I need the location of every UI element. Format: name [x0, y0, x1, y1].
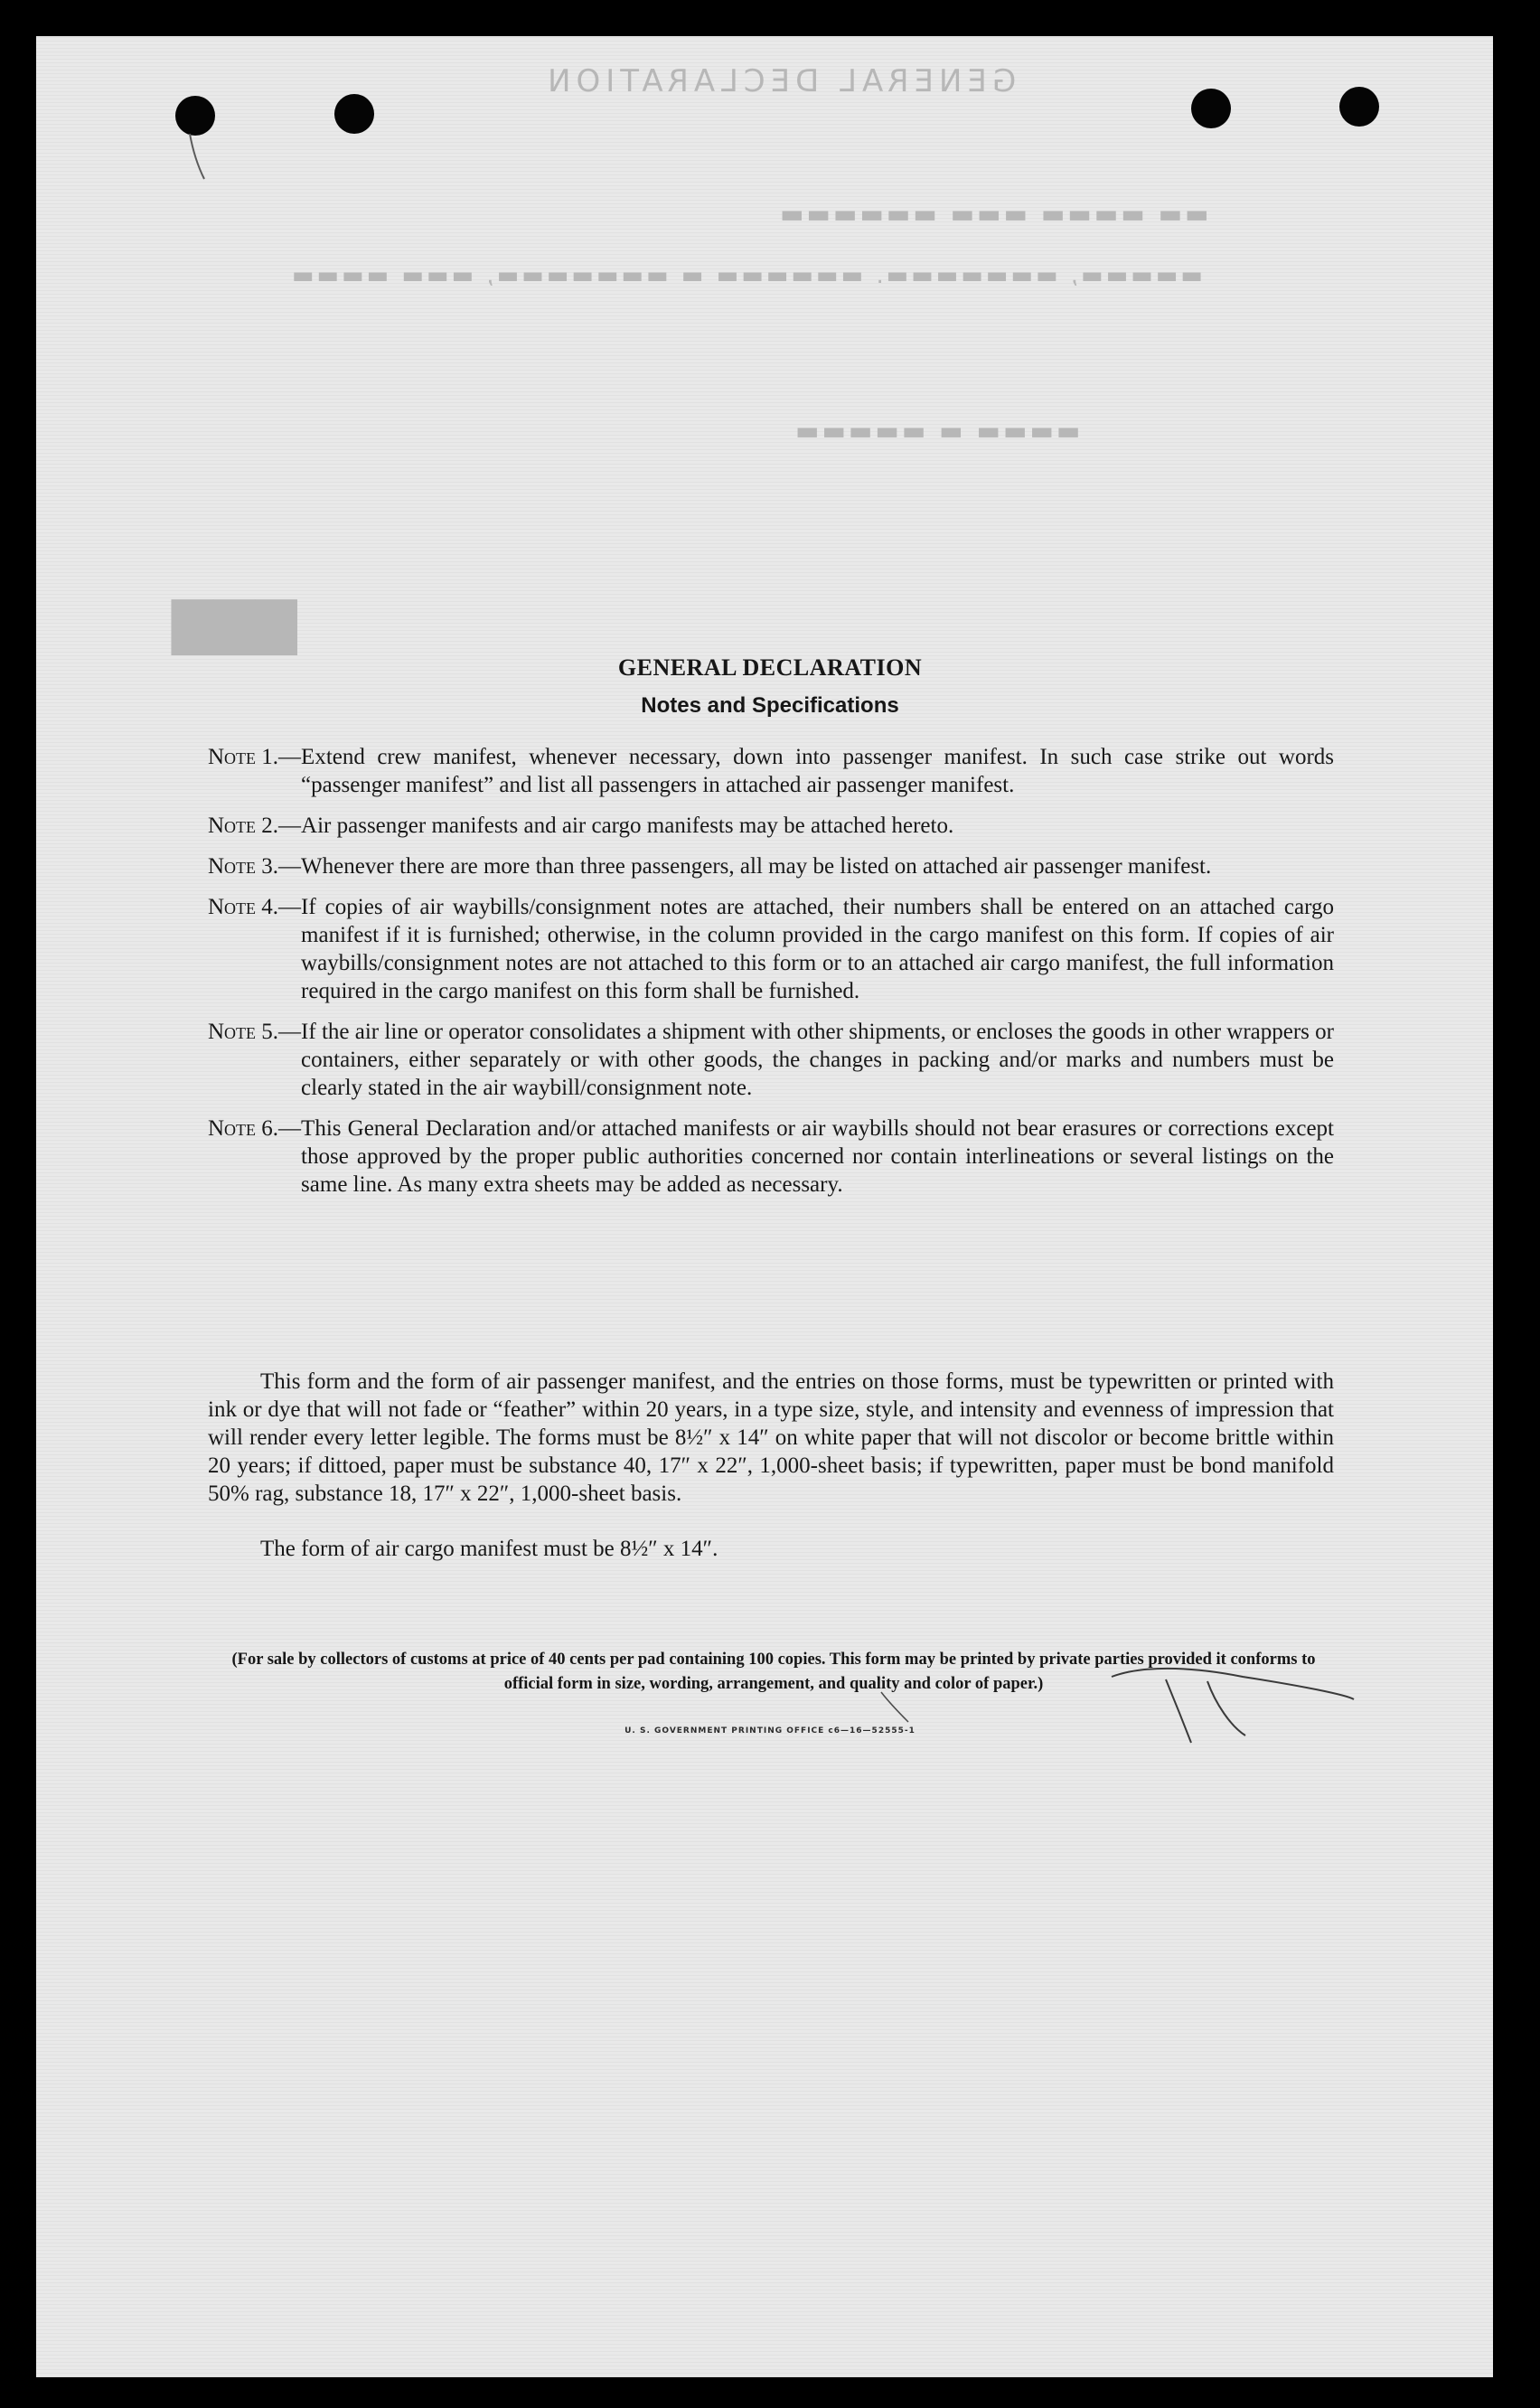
bleed-through-text: ▬▬▬▬▬ ▬ ▬▬▬▬: [795, 416, 1084, 446]
pen-stroke: [1207, 1681, 1245, 1735]
pen-stroke: [190, 134, 204, 179]
note-label: Note 6.—: [208, 1116, 302, 1141]
cargo-manifest-size-note: The form of air cargo manifest must be 8½″ x 14″.: [260, 1537, 718, 1561]
pen-stroke: [1166, 1679, 1191, 1743]
pen-stroke: [1112, 1669, 1354, 1699]
note-label: Note 5.—: [208, 1020, 302, 1044]
note-text: If copies of air waybills/consignment notes are attached, their numbers shall be entered on an attached cargo manifest if it is furnished; otherwise, in the column provided in the cargo manifest on this form. If copies of air waybills/consignment notes are not attached to this form or to an attached air cargo manifest, the full information required in the cargo manifest on this form shall be furnished.: [301, 895, 1334, 1003]
note-text: Air passenger manifests and air cargo manifests may be attached hereto.: [301, 814, 954, 838]
bleed-through-text: ▬▬▬▬▬, ▬▬▬▬▬▬▬. ▬▬▬▬▬▬ ▬ ▬▬▬▬▬▬▬, ▬▬▬ ▬▬▬▬: [289, 262, 1204, 289]
note-text: If the air line or operator consolidates a shipment with other shipments, or encloses the goods in other wrappers or containers, either separately or with other goods, the changes in packing and/or marks and numbers must be clearly stated in the air waybill/consignment note.: [301, 1020, 1334, 1100]
page-subtitle: Notes and Specifications: [641, 693, 899, 718]
note-label: Note 2.—: [208, 814, 302, 838]
pen-stroke: [881, 1692, 908, 1722]
note-text: Whenever there are more than three passengers, all may be listed on attached air passenger manifest.: [301, 854, 1212, 879]
note-text: Extend crew manifest, whenever necessary, down into passenger manifest. In such case strike out words “passenger manifest” and list all passengers in attached air passenger manifest.: [301, 745, 1334, 797]
bleed-through-text: GENERAL DECLARATION: [542, 63, 1017, 99]
page-title: GENERAL DECLARATION: [617, 654, 923, 681]
note-label: Note 4.—: [208, 895, 302, 919]
format-requirements-paragraph: This form and the form of air passenger manifest, and the entries on those forms, must be typewritten or printed with ink or dye that will not fade or “feather” within 20 years, in a type size, style, and intensity and evenness of impression that will render every letter legible. The forms must be 8½″ x 14″ on white paper that will not discolor or become brittle within 20 years; if dittoed, paper must be substance 40, 17″ x 22″, 1,000-sheet basis; if typewritten, paper must be bond manifold 50% rag, substance 18, 17″ x 22″, 1,000-sheet basis.: [208, 1369, 1334, 1506]
bleed-through-text: ▬▬ ▬▬▬▬ ▬▬▬ ▬▬▬▬▬▬: [777, 199, 1209, 229]
sale-notice: (For sale by collectors of customs at price of 40 cents per pad containing 100 copies. This form may be printed by private parties provided it conforms to official form in size, wording, arrangement, and quality and color of paper.): [231, 1651, 1316, 1693]
note-label: Note 3.—: [208, 854, 302, 879]
note-text: This General Declaration and/or attached manifests or air waybills should not bear erasures or corrections except those approved by the proper public authorities concerned nor contain interlineations or several listings on the same line. As many extra sheets may be added as necessary.: [301, 1116, 1334, 1197]
bleed-through-text: ▇▇▇: [172, 592, 297, 655]
note-label: Note 1.—: [208, 745, 302, 769]
printing-office-line: U. S. GOVERNMENT PRINTING OFFICE c6—16—52555-1: [624, 1726, 916, 1735]
